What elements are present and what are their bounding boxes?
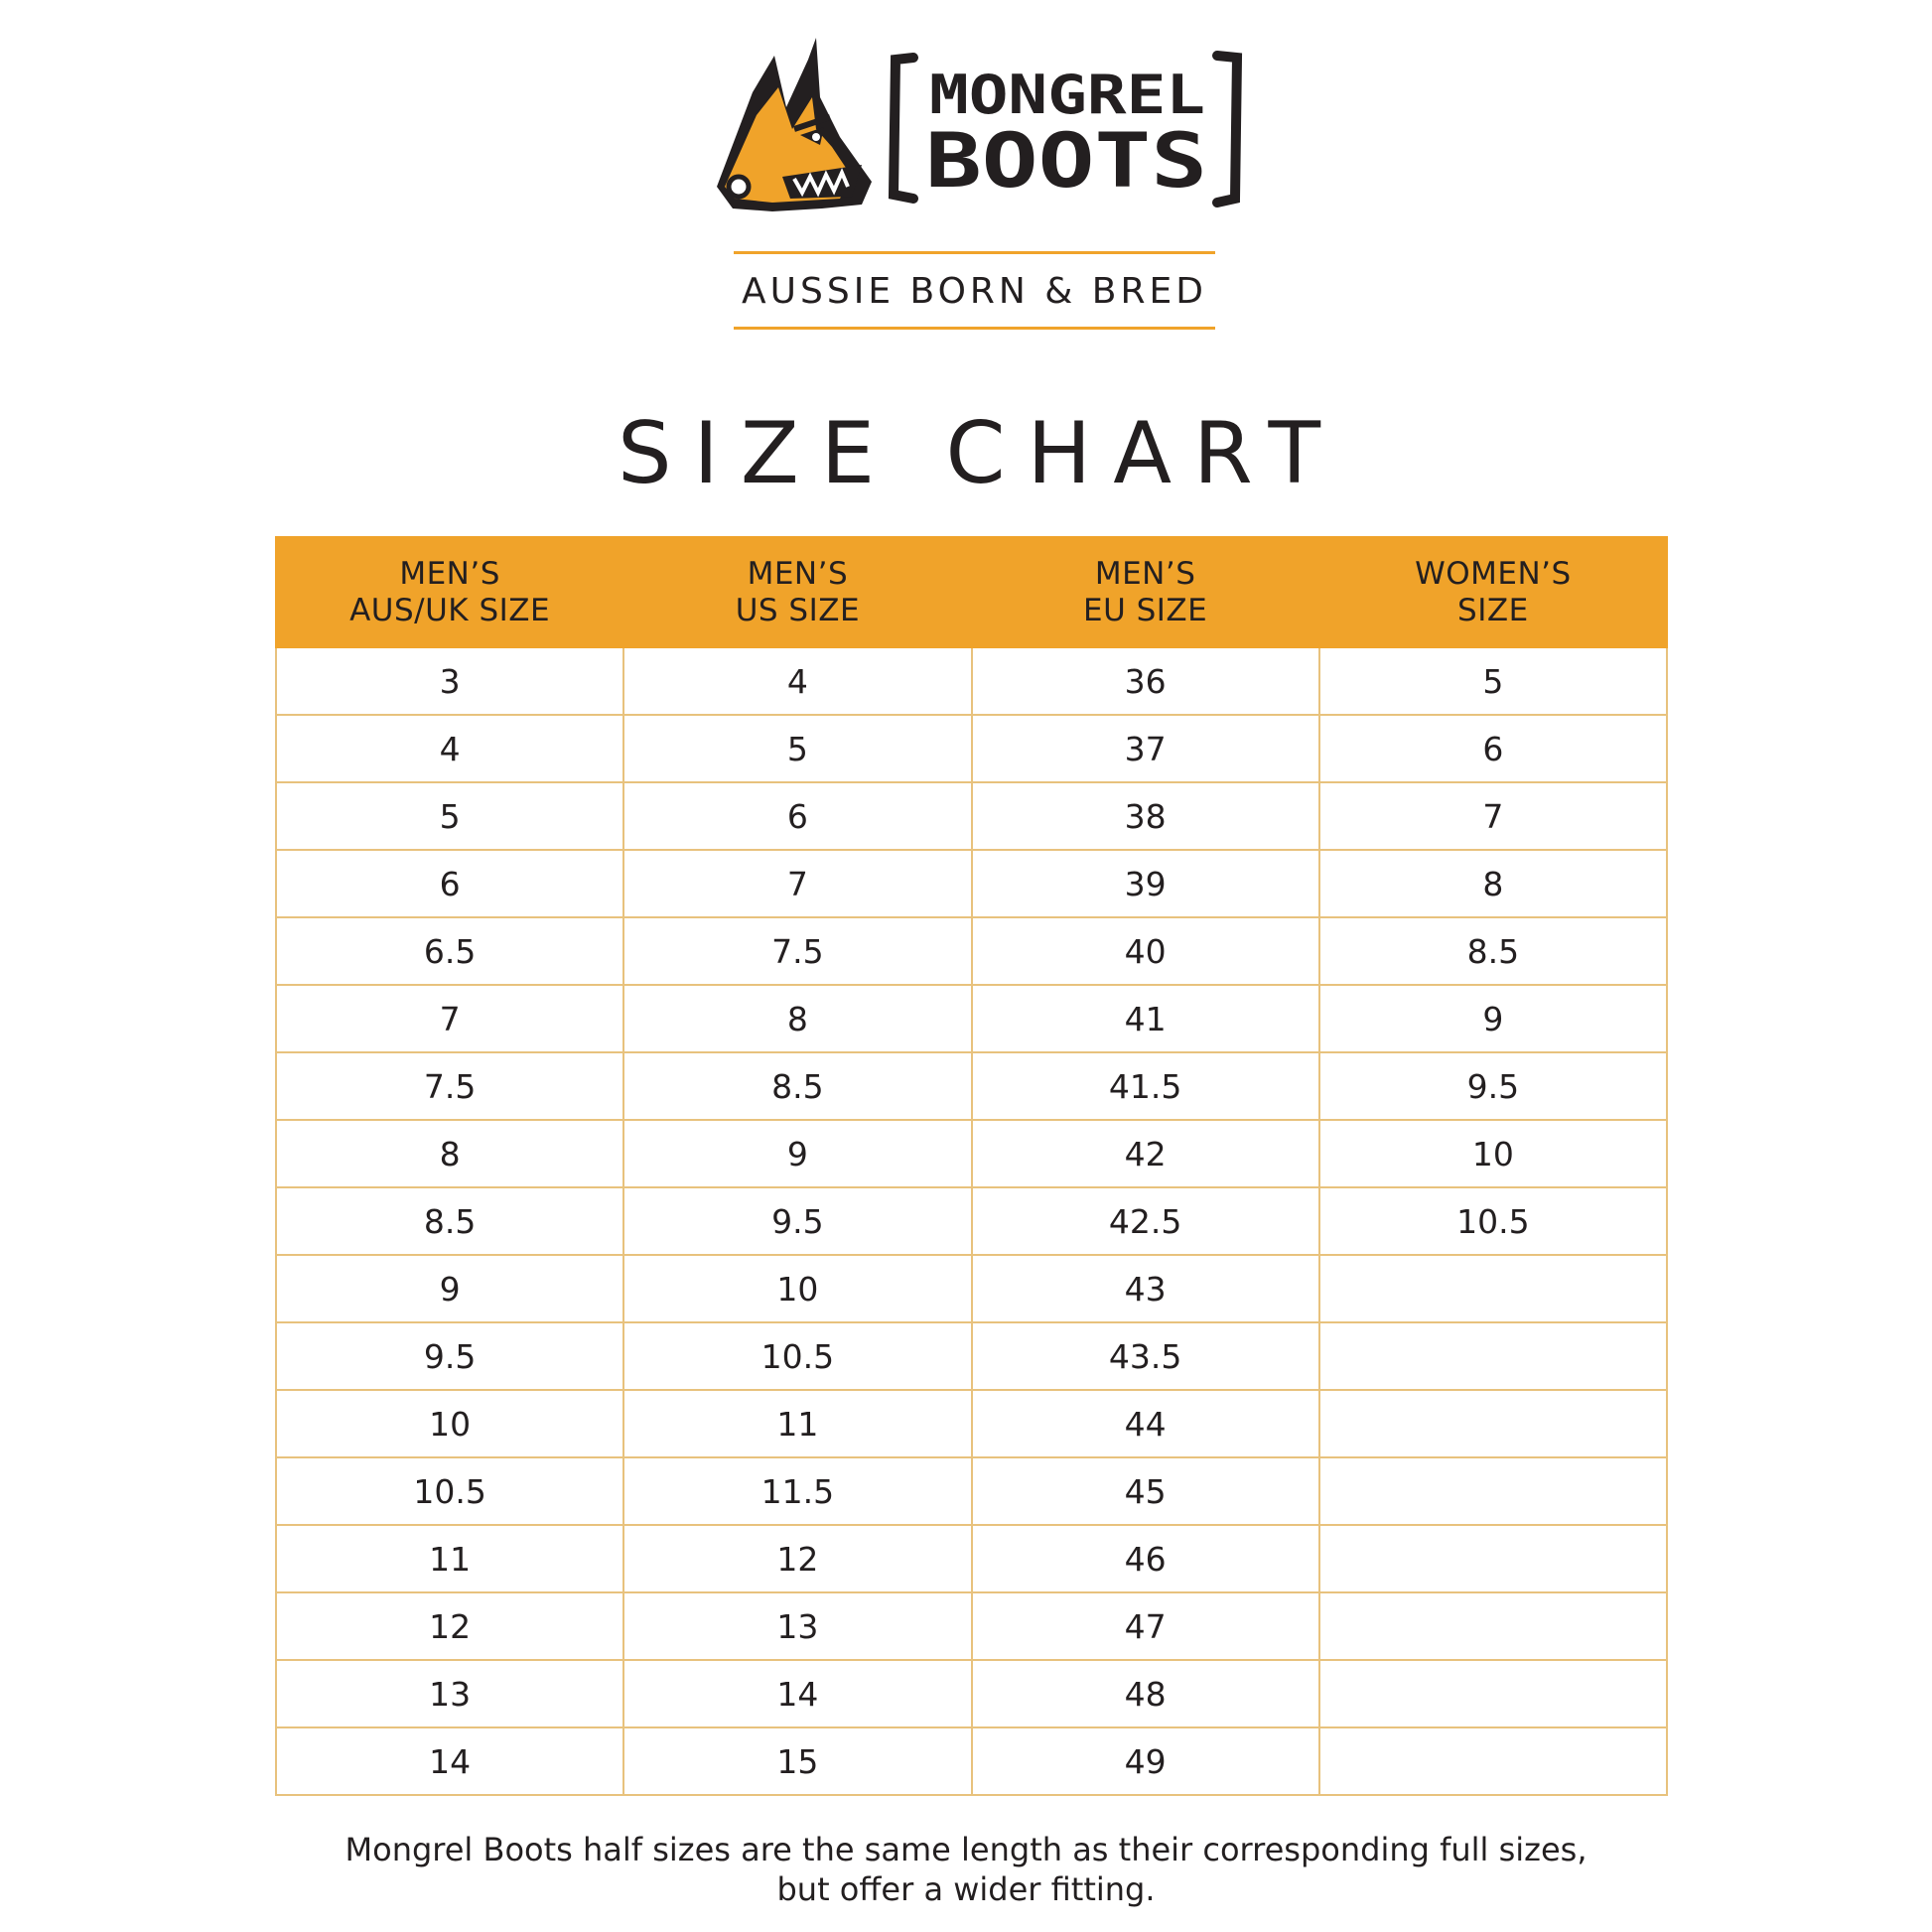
header-line: US SIZE — [735, 592, 861, 628]
womens-cell: 10.5 — [1319, 1187, 1667, 1255]
mens-us-cell: 12 — [623, 1525, 971, 1592]
mens-eu-cell: 47 — [972, 1592, 1319, 1660]
mens-aus-uk-cell: 8.5 — [276, 1187, 623, 1255]
header-line: WOMEN’S — [1415, 555, 1572, 592]
header-line: MEN’S — [399, 555, 500, 592]
mens-us-cell: 7 — [623, 850, 971, 917]
mens-aus-uk-cell: 14 — [276, 1727, 623, 1795]
mens-aus-uk-cell: 7 — [276, 985, 623, 1052]
womens-cell: 10 — [1319, 1120, 1667, 1187]
mens-aus-uk-cell: 6 — [276, 850, 623, 917]
mens-aus-uk-cell: 8 — [276, 1120, 623, 1187]
mens-eu-cell: 45 — [972, 1457, 1319, 1525]
table-row — [276, 647, 1667, 715]
table-row — [276, 1052, 1667, 1120]
mens-us-cell: 11.5 — [623, 1457, 971, 1525]
womens-cell — [1319, 1592, 1667, 1660]
mens-us-cell: 10.5 — [623, 1322, 971, 1390]
mens-us-cell: 13 — [623, 1592, 971, 1660]
mens-aus-uk-cell: 6.5 — [276, 917, 623, 985]
womens-cell — [1319, 1322, 1667, 1390]
table-row — [276, 715, 1667, 782]
womens-cell: 7 — [1319, 782, 1667, 850]
header-line: MEN’S — [747, 555, 849, 592]
mens-us-cell: 5 — [623, 715, 971, 782]
mens-eu-cell: 46 — [972, 1525, 1319, 1592]
footnote — [199, 1830, 1733, 1909]
table-row — [276, 1390, 1667, 1457]
header-mens-eu — [972, 537, 1319, 647]
mens-aus-uk-cell: 12 — [276, 1592, 623, 1660]
mens-eu-cell: 49 — [972, 1727, 1319, 1795]
mens-aus-uk-cell: 5 — [276, 782, 623, 850]
mens-us-cell: 8.5 — [623, 1052, 971, 1120]
logo-line-1: MONGREL — [929, 64, 1205, 126]
header-line: EU SIZE — [1082, 592, 1208, 628]
mens-us-cell: 15 — [623, 1727, 971, 1795]
table-row — [276, 1255, 1667, 1322]
mens-eu-cell: 38 — [972, 782, 1319, 850]
table-header-row — [276, 537, 1667, 647]
table-row — [276, 917, 1667, 985]
mens-aus-uk-cell: 3 — [276, 647, 623, 715]
size-table — [275, 536, 1668, 1796]
table-row — [276, 985, 1667, 1052]
header-line: SIZE — [1457, 592, 1529, 628]
mens-us-cell: 10 — [623, 1255, 971, 1322]
tagline-rule-top — [734, 251, 1215, 254]
table-row — [276, 850, 1667, 917]
left-bracket-icon — [894, 58, 913, 199]
table-row — [276, 1525, 1667, 1592]
mens-eu-cell: 39 — [972, 850, 1319, 917]
logo-line-2: BOOTS — [925, 116, 1207, 205]
mens-eu-cell: 42 — [972, 1120, 1319, 1187]
mens-aus-uk-cell: 9 — [276, 1255, 623, 1322]
table-row — [276, 1660, 1667, 1727]
mens-us-cell: 6 — [623, 782, 971, 850]
mens-eu-cell: 42.5 — [972, 1187, 1319, 1255]
mens-eu-cell: 41 — [972, 985, 1319, 1052]
mens-aus-uk-cell: 11 — [276, 1525, 623, 1592]
mens-aus-uk-cell: 4 — [276, 715, 623, 782]
mens-aus-uk-cell: 10 — [276, 1390, 623, 1457]
brand-logo — [713, 38, 1249, 216]
header-womens — [1319, 537, 1667, 647]
tagline-rule-bottom — [734, 327, 1215, 330]
womens-cell — [1319, 1525, 1667, 1592]
womens-cell: 5 — [1319, 647, 1667, 715]
footnote-line-2: but offer a wider fitting. — [776, 1870, 1156, 1908]
header-line: AUS/UK SIZE — [349, 592, 551, 628]
mens-us-cell: 8 — [623, 985, 971, 1052]
page-title: SIZE CHART — [617, 404, 1343, 503]
mens-aus-uk-cell: 9.5 — [276, 1322, 623, 1390]
mens-eu-cell: 43 — [972, 1255, 1319, 1322]
mens-eu-cell: 37 — [972, 715, 1319, 782]
womens-cell — [1319, 1660, 1667, 1727]
mens-us-cell: 11 — [623, 1390, 971, 1457]
womens-cell: 6 — [1319, 715, 1667, 782]
womens-cell: 8 — [1319, 850, 1667, 917]
dog-head-icon — [717, 38, 872, 211]
table-row — [276, 1187, 1667, 1255]
mens-us-cell: 7.5 — [623, 917, 971, 985]
mens-us-cell: 9 — [623, 1120, 971, 1187]
table-body — [276, 647, 1667, 1795]
table-row — [276, 1592, 1667, 1660]
womens-cell: 9 — [1319, 985, 1667, 1052]
table-row — [276, 1727, 1667, 1795]
mens-us-cell: 4 — [623, 647, 971, 715]
mens-us-cell: 9.5 — [623, 1187, 971, 1255]
womens-cell — [1319, 1255, 1667, 1322]
table-row — [276, 782, 1667, 850]
header-line: MEN’S — [1094, 555, 1196, 592]
right-bracket-icon — [1217, 56, 1237, 203]
mens-eu-cell: 48 — [972, 1660, 1319, 1727]
table-row — [276, 1120, 1667, 1187]
footnote-line-1: Mongrel Boots half sizes are the same length as their corresponding full sizes, — [345, 1831, 1587, 1868]
mens-eu-cell: 44 — [972, 1390, 1319, 1457]
header-mens-us — [623, 537, 971, 647]
table-row — [276, 1322, 1667, 1390]
mens-eu-cell: 41.5 — [972, 1052, 1319, 1120]
womens-cell — [1319, 1727, 1667, 1795]
mens-eu-cell: 43.5 — [972, 1322, 1319, 1390]
header-mens-aus-uk — [276, 537, 623, 647]
mens-aus-uk-cell: 7.5 — [276, 1052, 623, 1120]
mens-eu-cell: 36 — [972, 647, 1319, 715]
womens-cell — [1319, 1457, 1667, 1525]
mens-aus-uk-cell: 13 — [276, 1660, 623, 1727]
table-row — [276, 1457, 1667, 1525]
mens-us-cell: 14 — [623, 1660, 971, 1727]
tagline: AUSSIE BORN & BRED — [742, 271, 1207, 312]
womens-cell: 9.5 — [1319, 1052, 1667, 1120]
womens-cell — [1319, 1390, 1667, 1457]
mens-aus-uk-cell: 10.5 — [276, 1457, 623, 1525]
mens-eu-cell: 40 — [972, 917, 1319, 985]
womens-cell: 8.5 — [1319, 917, 1667, 985]
